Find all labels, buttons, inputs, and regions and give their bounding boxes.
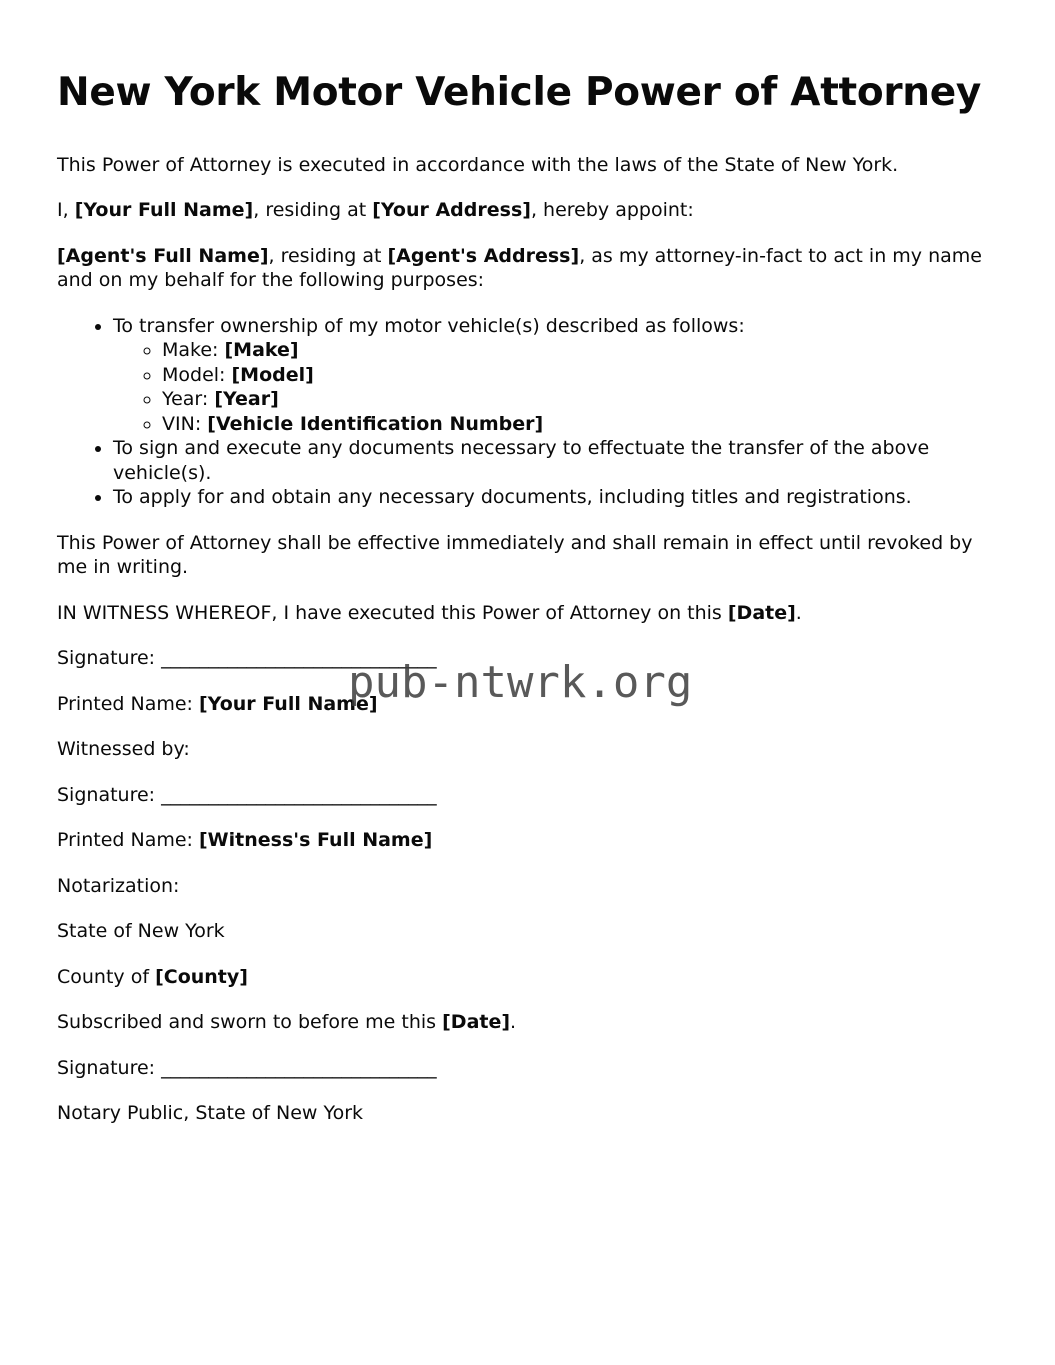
sworn-clause-text: . [510,1011,517,1034]
appoint-text: , residing at [253,199,373,222]
signature-row-principal [57,646,1003,671]
signature-underline: _____________________________ [161,783,437,806]
vehicle-details-list [113,338,1003,436]
county-placeholder: [County] [155,965,248,988]
appoint-text: , hereby appoint: [530,199,694,222]
notary-line: Notary Public, State of New York [57,1102,364,1125]
agent-text: , residing at [268,244,388,267]
page-title: New York Motor Vehicle Power of Attorney [57,70,982,115]
model-placeholder: [Model] [231,363,314,386]
signature-label: Signature: [57,647,162,670]
notary-date-placeholder: [Date] [442,1011,511,1034]
make-label: Make: [162,339,225,362]
witness-clause [57,601,1003,626]
vehicle-year-item [162,387,1003,412]
agent-clause [57,244,1003,293]
purpose-transfer-item [113,314,1003,437]
witness-printed-name-placeholder: [Witness's Full Name] [199,829,433,852]
printed-name-row-principal [57,692,1003,717]
transfer-lead-text: To transfer ownership of my motor vehicle(s) described as follows: [113,314,745,337]
agent-full-name-placeholder: [Agent's Full Name] [57,244,269,267]
witness-clause-text: IN WITNESS WHEREOF, I have executed this Power of Attorney on this [57,601,728,624]
printed-name-label: Printed Name: [57,692,199,715]
printed-name-label: Printed Name: [57,829,199,852]
your-full-name-placeholder: [Your Full Name] [74,199,254,222]
vehicle-model-item [162,363,1003,388]
site-watermark: pub-ntwrk.org [348,657,693,708]
signature-underline: _____________________________ [161,647,437,670]
appoint-text: I, [57,199,75,222]
sworn-clause [57,1010,1003,1035]
vehicle-make-item [162,338,1003,363]
agent-text: , as my attorney-in-fact to act in my name and on my behalf for the following purposes: [57,244,982,292]
signature-underline: _____________________________ [161,1056,437,1079]
principal-printed-name-placeholder: [Your Full Name] [199,692,378,715]
year-label: Year: [162,388,215,411]
witness-clause-text: . [795,601,802,624]
purpose-sign-item: • To sign and execute any documents necessary to effectuate the transfer of the above vehicle(s). [113,436,1003,485]
purposes-list [57,314,1003,510]
county-line [57,965,1003,990]
make-placeholder: [Make] [224,339,299,362]
effective-clause: This Power of Attorney shall be effective immediately and shall remain in effect until revoked by me in writing. [57,531,973,579]
vin-placeholder: [Vehicle Identification Number] [207,412,544,435]
signature-row-witness [57,783,1003,808]
vin-label: VIN: [162,412,208,435]
agent-address-placeholder: [Agent's Address] [387,244,580,267]
witnessed-by-label: Witnessed by: [57,738,190,761]
signature-row-notary [57,1056,1003,1081]
signature-label: Signature: [57,783,162,806]
printed-name-row-witness [57,828,1003,853]
state-line: State of New York [57,920,225,943]
year-placeholder: [Year] [214,388,279,411]
county-label: County of [57,965,156,988]
sworn-clause-text: Subscribed and sworn to before me this [57,1011,443,1034]
notarization-label: Notarization: [57,874,180,897]
vehicle-vin-item [162,412,1003,437]
purpose-apply-item: • To apply for and obtain any necessary documents, including titles and registrations. [113,485,1003,510]
model-label: Model: [162,363,232,386]
appoint-clause [57,198,1003,223]
intro-paragraph: This Power of Attorney is executed in accordance with the laws of the State of New York. [57,153,899,176]
your-address-placeholder: [Your Address] [372,199,531,222]
execution-date-placeholder: [Date] [727,601,796,624]
signature-label: Signature: [57,1056,162,1079]
